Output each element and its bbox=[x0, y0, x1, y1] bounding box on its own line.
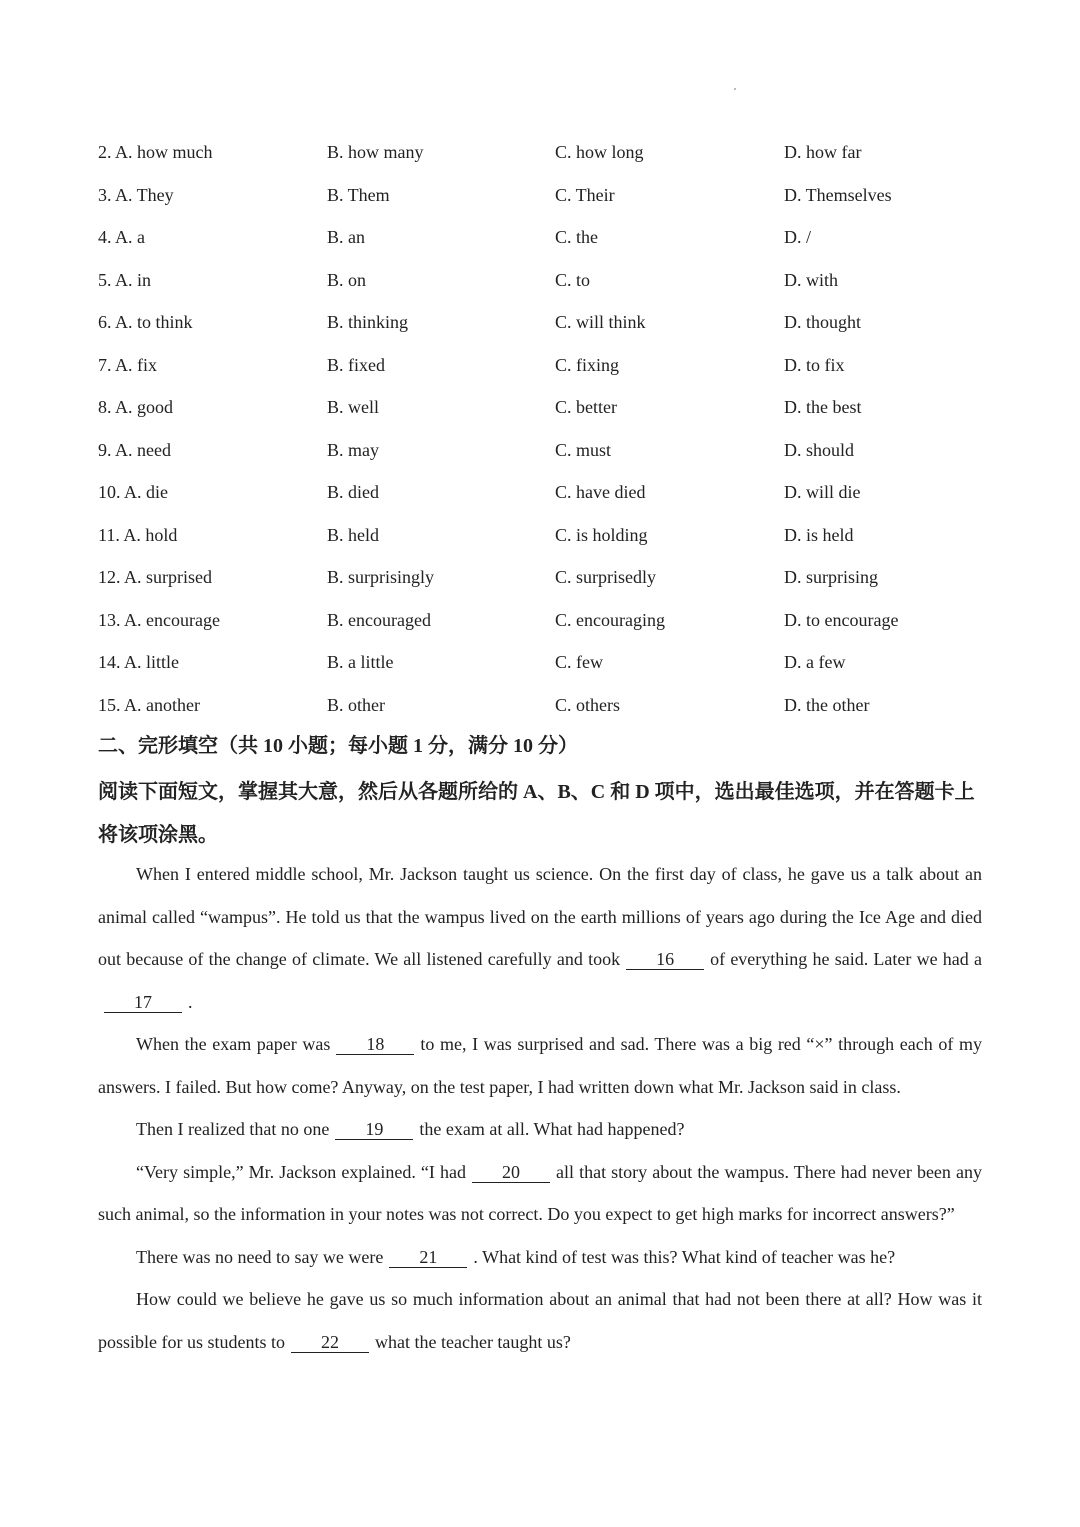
blank-17: 17 bbox=[104, 992, 182, 1013]
option-b: B. a little bbox=[327, 652, 394, 672]
passage-text: to me, I was surprised and sad. There was a big red “×” through each of my answers. I failed. But how come? Anyway, on the test paper, I had written down what Mr. Jackson said in class. bbox=[98, 1034, 982, 1097]
option-d: D. to encourage bbox=[784, 609, 899, 630]
passage-text: When I entered middle school, Mr. Jackson taught us science. On the first day of class, he gave us a talk about an animal called “wampus”. He told us that the wampus lived on the earth millions of years ago during the Ice Age and died out because of the change of climate. We all listened carefully and took bbox=[98, 864, 982, 969]
passage-paragraph-2 bbox=[98, 1023, 982, 1108]
option-b: B. how many bbox=[327, 142, 424, 162]
blank-19: 19 bbox=[335, 1119, 413, 1140]
passage-text: what the teacher taught us? bbox=[375, 1331, 571, 1352]
option-row-10 bbox=[98, 471, 988, 514]
option-c: C. is holding bbox=[555, 524, 648, 545]
option-d: D. surprising bbox=[784, 567, 878, 587]
option-d: D. will die bbox=[784, 482, 861, 502]
option-a: 4. A. a bbox=[98, 227, 145, 247]
option-row-13 bbox=[98, 599, 988, 642]
option-c: C. surprisedly bbox=[555, 567, 656, 587]
option-c: C. better bbox=[555, 397, 617, 417]
option-a: 13. A. encourage bbox=[98, 609, 220, 630]
blank-22: 22 bbox=[291, 1332, 369, 1353]
option-d: D. thought bbox=[784, 312, 862, 332]
options-table bbox=[98, 131, 988, 726]
option-row-11 bbox=[98, 514, 988, 557]
option-d: D. the other bbox=[784, 694, 870, 715]
option-a: 3. A. They bbox=[98, 184, 174, 205]
passage-text: “Very simple,” Mr. Jackson explained. “I had bbox=[136, 1161, 466, 1182]
option-d: D. with bbox=[784, 269, 838, 290]
option-d: D. to fix bbox=[784, 354, 845, 375]
option-b: B. an bbox=[327, 227, 365, 247]
option-d: D. a few bbox=[784, 652, 846, 672]
option-c: C. Their bbox=[555, 184, 615, 205]
option-b: B. died bbox=[327, 482, 379, 502]
section-instruction: 阅读下面短文，掌握其大意，然后从各题所给的 A、B、C 和 D 项中，选出最佳选项，并在答题卡上将该项涂黑。 bbox=[98, 781, 975, 846]
option-d: D. is held bbox=[784, 524, 854, 545]
option-d: D. / bbox=[784, 227, 811, 247]
cloze-passage bbox=[98, 853, 982, 1363]
option-c: C. have died bbox=[555, 482, 646, 502]
passage-paragraph-3 bbox=[98, 1108, 982, 1151]
option-b: B. well bbox=[327, 397, 379, 417]
passage-text: the exam at all. What had happened? bbox=[419, 1119, 685, 1139]
option-row-4 bbox=[98, 216, 988, 259]
option-row-8 bbox=[98, 386, 988, 429]
passage-paragraph-6 bbox=[98, 1278, 982, 1363]
section-title: 二、完形填空（共 10 小题；每小题 1 分，满分 10 分） bbox=[98, 735, 578, 757]
passage-text: When the exam paper was bbox=[136, 1034, 331, 1054]
option-a: 8. A. good bbox=[98, 397, 174, 417]
option-c: C. others bbox=[555, 694, 620, 715]
option-a: 11. A. hold bbox=[98, 524, 178, 545]
blank-20: 20 bbox=[472, 1162, 550, 1183]
passage-text: How could we believe he gave us so much information about an animal that had not been there at all? How was it possible for us students to bbox=[98, 1289, 982, 1352]
option-c: C. fixing bbox=[555, 354, 620, 375]
option-d: D. should bbox=[784, 439, 855, 460]
option-b: B. fixed bbox=[327, 354, 385, 375]
passage-text: . bbox=[188, 991, 193, 1012]
option-a: 12. A. surprised bbox=[98, 567, 212, 587]
passage-text: . What kind of test was this? What kind of teacher was he? bbox=[473, 1246, 896, 1267]
option-b: B. Them bbox=[327, 184, 390, 205]
scan-dot bbox=[734, 88, 736, 90]
passage-paragraph-5 bbox=[98, 1236, 982, 1279]
option-a: 6. A. to think bbox=[98, 312, 193, 332]
option-d: D. how far bbox=[784, 142, 862, 162]
option-b: B. other bbox=[327, 694, 385, 715]
passage-paragraph-1 bbox=[98, 853, 982, 1023]
option-c: C. few bbox=[555, 652, 603, 672]
option-c: C. must bbox=[555, 439, 612, 460]
passage-text: Then I realized that no one bbox=[136, 1119, 330, 1139]
option-a: 14. A. little bbox=[98, 652, 179, 672]
option-row-14 bbox=[98, 641, 988, 684]
blank-21: 21 bbox=[389, 1247, 467, 1268]
option-row-3 bbox=[98, 174, 988, 217]
passage-text: of everything he said. Later we had a bbox=[710, 949, 983, 969]
option-b: B. surprisingly bbox=[327, 567, 435, 587]
option-row-5 bbox=[98, 259, 988, 302]
passage-paragraph-4 bbox=[98, 1151, 982, 1236]
option-c: C. encouraging bbox=[555, 609, 665, 630]
option-row-6 bbox=[98, 301, 988, 344]
option-c: C. how long bbox=[555, 142, 644, 162]
blank-16: 16 bbox=[626, 949, 704, 970]
option-a: 2. A. how much bbox=[98, 142, 213, 162]
option-b: B. thinking bbox=[327, 312, 409, 332]
option-b: B. held bbox=[327, 524, 379, 545]
option-row-15 bbox=[98, 684, 988, 727]
option-a: 5. A. in bbox=[98, 269, 152, 290]
option-a: 9. A. need bbox=[98, 439, 171, 460]
option-d: D. the best bbox=[784, 397, 862, 417]
option-a: 10. A. die bbox=[98, 482, 168, 502]
option-b: B. on bbox=[327, 269, 367, 290]
option-c: C. to bbox=[555, 269, 591, 290]
option-b: B. encouraged bbox=[327, 609, 431, 630]
blank-18: 18 bbox=[336, 1034, 414, 1055]
option-d: D. Themselves bbox=[784, 184, 892, 205]
option-row-12 bbox=[98, 556, 988, 599]
option-row-9 bbox=[98, 429, 988, 472]
option-row-7 bbox=[98, 344, 988, 387]
passage-text: There was no need to say we were bbox=[136, 1246, 384, 1267]
option-c: C. the bbox=[555, 227, 598, 247]
option-a: 7. A. fix bbox=[98, 354, 158, 375]
option-row-2 bbox=[98, 131, 988, 174]
option-b: B. may bbox=[327, 439, 379, 460]
option-c: C. will think bbox=[555, 312, 646, 332]
passage-text: all that story about the wampus. There had never been any such animal, so the information in your notes was not correct. Do you expect to get high marks for incorrect answers?” bbox=[98, 1161, 983, 1224]
option-a: 15. A. another bbox=[98, 694, 200, 715]
